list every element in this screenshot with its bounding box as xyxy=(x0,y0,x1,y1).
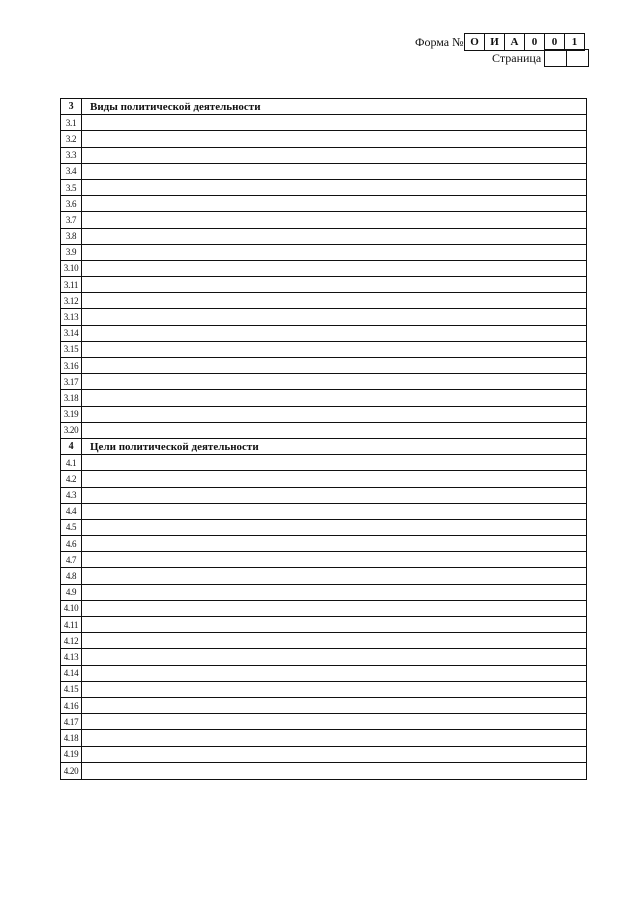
entry-field[interactable] xyxy=(82,682,586,697)
row-number: 4.6 xyxy=(61,536,82,551)
section-number: 3 xyxy=(61,99,82,114)
form-code-cell: 1 xyxy=(571,36,578,48)
row-number: 4.12 xyxy=(61,633,82,648)
table-row xyxy=(61,390,586,406)
row-number: 3.3 xyxy=(61,148,82,163)
row-number: 3.17 xyxy=(61,374,82,389)
entry-field[interactable] xyxy=(82,358,586,373)
table-row xyxy=(61,471,586,487)
row-number: 4.17 xyxy=(61,714,82,729)
entry-field[interactable] xyxy=(82,747,586,762)
entry-field[interactable] xyxy=(82,212,586,227)
table-row xyxy=(61,714,586,730)
page-number-cell[interactable] xyxy=(545,50,567,66)
entry-field[interactable] xyxy=(82,552,586,567)
form-code-cell: О xyxy=(465,34,485,50)
form-code-cell: 0 xyxy=(545,34,565,50)
entry-field[interactable] xyxy=(82,164,586,179)
table-row xyxy=(61,747,586,763)
row-number: 4.15 xyxy=(61,682,82,697)
row-number: 3.10 xyxy=(61,261,82,276)
row-number: 4.5 xyxy=(61,520,82,535)
entry-field[interactable] xyxy=(82,261,586,276)
entry-field[interactable] xyxy=(82,229,586,244)
entry-field[interactable] xyxy=(82,342,586,357)
table-row xyxy=(61,131,586,147)
table-row xyxy=(61,293,586,309)
row-number: 4.9 xyxy=(61,585,82,600)
form-number-label: Форма № xyxy=(415,35,464,49)
entry-field[interactable] xyxy=(82,666,586,681)
section-title: Цели политической деятельности xyxy=(90,440,259,453)
form-header xyxy=(0,0,640,80)
row-number: 3.14 xyxy=(61,326,82,341)
row-number: 4.7 xyxy=(61,552,82,567)
table-row xyxy=(61,585,586,601)
entry-field[interactable] xyxy=(82,407,586,422)
table-row xyxy=(61,374,586,390)
table-row xyxy=(61,666,586,682)
entry-field[interactable] xyxy=(82,131,586,146)
table-row xyxy=(61,504,586,520)
table-row xyxy=(61,309,586,325)
table-row xyxy=(61,326,586,342)
entry-field[interactable] xyxy=(82,763,586,779)
table-row xyxy=(61,229,586,245)
table-row xyxy=(61,148,586,164)
row-number: 4.10 xyxy=(61,601,82,616)
row-number: 4.3 xyxy=(61,488,82,503)
row-number: 3.5 xyxy=(61,180,82,195)
row-number: 3.12 xyxy=(61,293,82,308)
entry-field[interactable] xyxy=(82,536,586,551)
form-code-cell: 0 xyxy=(525,34,545,50)
section-header-row xyxy=(61,439,586,455)
section-header-row xyxy=(61,99,586,115)
table-row xyxy=(61,536,586,552)
table-row xyxy=(61,245,586,261)
entry-field[interactable] xyxy=(82,423,586,438)
table-row xyxy=(61,601,586,617)
table-row xyxy=(61,407,586,423)
form-code-cell: А xyxy=(505,34,525,50)
table-row xyxy=(61,115,586,131)
row-number: 4.14 xyxy=(61,666,82,681)
form-table xyxy=(60,98,587,780)
row-number: 4.1 xyxy=(61,455,82,470)
table-row xyxy=(61,488,586,504)
row-number: 3.9 xyxy=(61,245,82,260)
entry-field[interactable] xyxy=(82,293,586,308)
table-row xyxy=(61,358,586,374)
entry-field[interactable] xyxy=(82,326,586,341)
row-number: 3.11 xyxy=(61,277,82,292)
table-row xyxy=(61,698,586,714)
row-number: 3.19 xyxy=(61,407,82,422)
entry-field[interactable] xyxy=(82,390,586,405)
entry-field[interactable] xyxy=(82,471,586,486)
entry-field[interactable] xyxy=(82,245,586,260)
row-number: 3.18 xyxy=(61,390,82,405)
entry-field[interactable] xyxy=(82,633,586,648)
entry-field[interactable] xyxy=(82,180,586,195)
entry-field[interactable] xyxy=(82,730,586,745)
row-number: 4.20 xyxy=(61,763,82,779)
table-row xyxy=(61,455,586,471)
table-row xyxy=(61,568,586,584)
table-row xyxy=(61,423,586,439)
row-number: 4.2 xyxy=(61,471,82,486)
row-number: 3.20 xyxy=(61,423,82,438)
row-number: 3.8 xyxy=(61,229,82,244)
table-row xyxy=(61,763,586,779)
table-row xyxy=(61,730,586,746)
table-row xyxy=(61,682,586,698)
entry-field[interactable] xyxy=(82,568,586,583)
table-row xyxy=(61,552,586,568)
page-number-boxes xyxy=(544,49,589,67)
row-number: 3.7 xyxy=(61,212,82,227)
entry-field[interactable] xyxy=(82,520,586,535)
table-row xyxy=(61,196,586,212)
section-number: 4 xyxy=(61,439,82,454)
form-code-cell: И xyxy=(485,34,505,50)
row-number: 4.16 xyxy=(61,698,82,713)
table-row xyxy=(61,164,586,180)
table-row xyxy=(61,261,586,277)
entry-field[interactable] xyxy=(82,585,586,600)
row-number: 4.11 xyxy=(61,617,82,632)
row-number: 4.19 xyxy=(61,747,82,762)
table-row xyxy=(61,617,586,633)
entry-field[interactable] xyxy=(82,277,586,292)
table-row xyxy=(61,212,586,228)
entry-field[interactable] xyxy=(82,148,586,163)
row-number: 4.18 xyxy=(61,730,82,745)
entry-field[interactable] xyxy=(82,115,586,130)
entry-field[interactable] xyxy=(82,374,586,389)
row-number: 3.1 xyxy=(61,115,82,130)
table-row xyxy=(61,277,586,293)
section-title: Виды политической деятельности xyxy=(90,100,261,113)
entry-field[interactable] xyxy=(82,617,586,632)
row-number: 4.13 xyxy=(61,649,82,664)
row-number: 3.2 xyxy=(61,131,82,146)
entry-field[interactable] xyxy=(82,649,586,664)
page-label: Страница xyxy=(492,51,542,65)
table-row xyxy=(61,520,586,536)
entry-field[interactable] xyxy=(82,309,586,324)
entry-field[interactable] xyxy=(82,504,586,519)
entry-field[interactable] xyxy=(82,714,586,729)
row-number: 4.8 xyxy=(61,568,82,583)
table-row xyxy=(61,649,586,665)
row-number: 3.6 xyxy=(61,196,82,211)
entry-field[interactable] xyxy=(82,488,586,503)
row-number: 3.15 xyxy=(61,342,82,357)
table-row xyxy=(61,633,586,649)
entry-field[interactable] xyxy=(82,196,586,211)
entry-field[interactable] xyxy=(82,455,586,470)
entry-field[interactable] xyxy=(82,698,586,713)
row-number: 4.4 xyxy=(61,504,82,519)
table-row xyxy=(61,342,586,358)
row-number: 3.16 xyxy=(61,358,82,373)
page-number-cell[interactable] xyxy=(567,50,588,66)
table-row xyxy=(61,180,586,196)
row-number: 3.13 xyxy=(61,309,82,324)
entry-field[interactable] xyxy=(82,601,586,616)
row-number: 3.4 xyxy=(61,164,82,179)
